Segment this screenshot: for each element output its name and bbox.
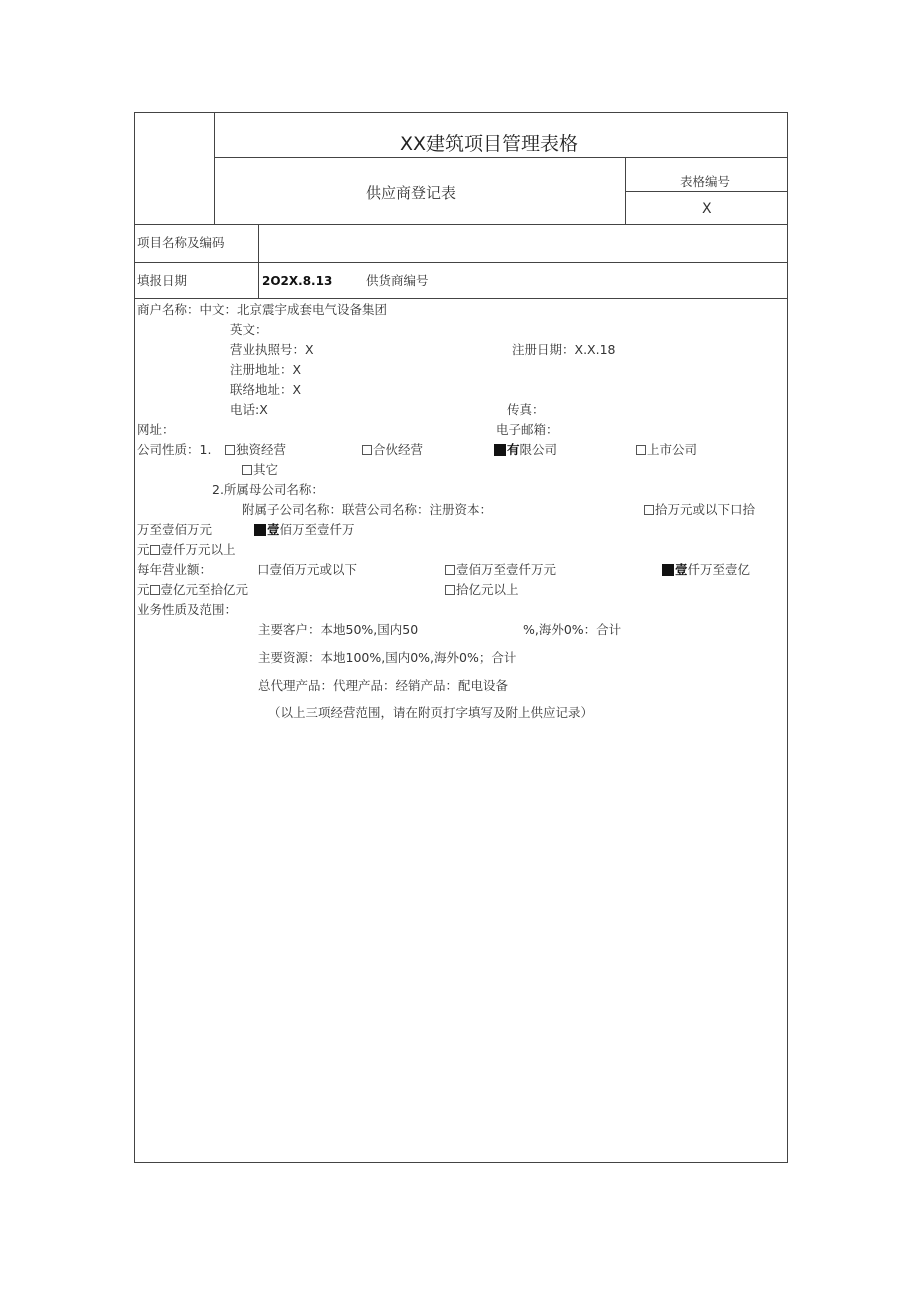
turnover-option-4[interactable] [137, 582, 248, 598]
option-other[interactable] [242, 462, 278, 478]
option-listed-company[interactable] [636, 442, 697, 458]
option-partnership[interactable] [362, 442, 423, 458]
header-bottom-line [134, 224, 788, 225]
turnover-option-2-label: 壹佰万至壹仟万元 [456, 562, 557, 577]
registration-date: 注册日期：X.X.18 [512, 342, 616, 357]
date-row-line [134, 298, 788, 299]
checkbox-capital-2-checked[interactable] [254, 524, 266, 536]
form-title: XX建筑项目管理表格 [400, 133, 579, 155]
turnover-option-1[interactable]: 口壹佰万元或以下 [257, 562, 358, 577]
capital-option-2-strong: 壹 [267, 522, 280, 537]
option-listed-label: 上市公司 [647, 442, 698, 457]
english-name-label: 英文： [230, 322, 268, 337]
business-scope-label: 业务性质及范围： [137, 602, 238, 617]
main-customers-a: 主要客户：本地50%,国内50 [258, 622, 419, 637]
turnover-option-4-label: 壹亿元至拾亿元 [160, 582, 249, 597]
checkbox-capital-3[interactable] [150, 545, 160, 555]
capital-option-1-label: 拾万元或以下口拾 [655, 502, 756, 517]
option-sole-proprietorship[interactable] [225, 442, 286, 458]
form-subtitle: 供应商登记表 [366, 184, 457, 202]
capital-line-2: 万至壹佰万元 [137, 522, 213, 537]
turnover-option-5-label: 拾亿元以上 [456, 582, 519, 597]
checkbox-turnover-5[interactable] [445, 585, 455, 595]
form-frame [134, 112, 788, 1163]
turnover-label: 每年营业额： [137, 562, 213, 577]
capital-option-1[interactable] [644, 502, 755, 518]
fill-date-label: 填报日期 [137, 273, 188, 288]
parent-company-label: 2.所属母公司名称： [212, 482, 324, 497]
option-other-label: 其它 [253, 462, 279, 477]
registered-address: 注册地址：X [230, 362, 302, 377]
turnover-option-2[interactable] [445, 562, 556, 578]
title-underline [214, 157, 788, 158]
checkbox-capital-1[interactable] [644, 505, 654, 515]
option-partnership-label: 合伙经营 [373, 442, 424, 457]
checkbox-partnership[interactable] [362, 445, 372, 455]
turnover-option-3-strong: 壹 [675, 562, 688, 577]
fax-label: 传真： [507, 402, 545, 417]
website-label: 网址： [137, 422, 175, 437]
option-sole-label: 独资经营 [236, 442, 287, 457]
checkbox-turnover-3-checked[interactable] [662, 564, 674, 576]
capital-line-3-prefix: 元 [137, 542, 150, 557]
project-name-label: 项目名称及编码 [137, 235, 225, 250]
checkbox-sole[interactable] [225, 445, 235, 455]
main-resources: 主要资源：本地100%,国内0%,海外0%；合计 [258, 650, 517, 665]
checkbox-limited-checked[interactable] [494, 444, 506, 456]
products: 总代理产品：代理产品：经销产品：配电设备 [258, 678, 509, 693]
business-license: 营业执照号：X [230, 342, 314, 357]
form-number-label: 表格编号 [680, 174, 731, 189]
supplier-number-label: 供货商编号 [366, 273, 429, 288]
scope-note: （以上三项经营范围，请在附页打字填写及附上供应记录） [268, 705, 594, 720]
form-no-split [625, 191, 788, 192]
project-row-line [134, 262, 788, 263]
contact-address: 联络地址：X [230, 382, 302, 397]
checkbox-turnover-2[interactable] [445, 565, 455, 575]
form-number-value: X [702, 201, 712, 217]
checkbox-other[interactable] [242, 465, 252, 475]
label-column-divider [258, 224, 259, 298]
checkbox-turnover-4[interactable] [150, 585, 160, 595]
turnover-option-5[interactable] [445, 582, 519, 598]
subsidiary-capital-label: 附属子公司名称：联营公司名称：注册资本： [242, 502, 493, 517]
phone: 电话:X [230, 402, 268, 417]
company-nature-label: 公司性质：1. [137, 442, 212, 457]
capital-option-3-label: 壹仟万元以上 [160, 542, 236, 557]
capital-option-3[interactable] [137, 542, 236, 558]
email-label: 电子邮箱： [496, 422, 559, 437]
header-left-divider [214, 112, 215, 224]
company-name: 商户名称：中文：北京震宇成套电气设备集团 [137, 302, 388, 317]
capital-option-2-rest: 佰万至壹仟万 [279, 522, 355, 537]
turnover-option-3-rest: 仟万至壹亿 [687, 562, 751, 577]
turnover-option-3[interactable] [662, 562, 750, 578]
option-limited-company[interactable] [494, 442, 557, 458]
capital-option-2[interactable] [254, 522, 355, 538]
fill-date-value: 2O2X.8.13 [262, 274, 333, 288]
option-limited-rest: 限公司 [519, 442, 558, 457]
option-limited-strong: 有 [507, 442, 520, 457]
checkbox-listed[interactable] [636, 445, 646, 455]
turnover-line-2-prefix: 元 [137, 582, 150, 597]
main-customers-b: %,海外0%：合计 [523, 622, 622, 637]
